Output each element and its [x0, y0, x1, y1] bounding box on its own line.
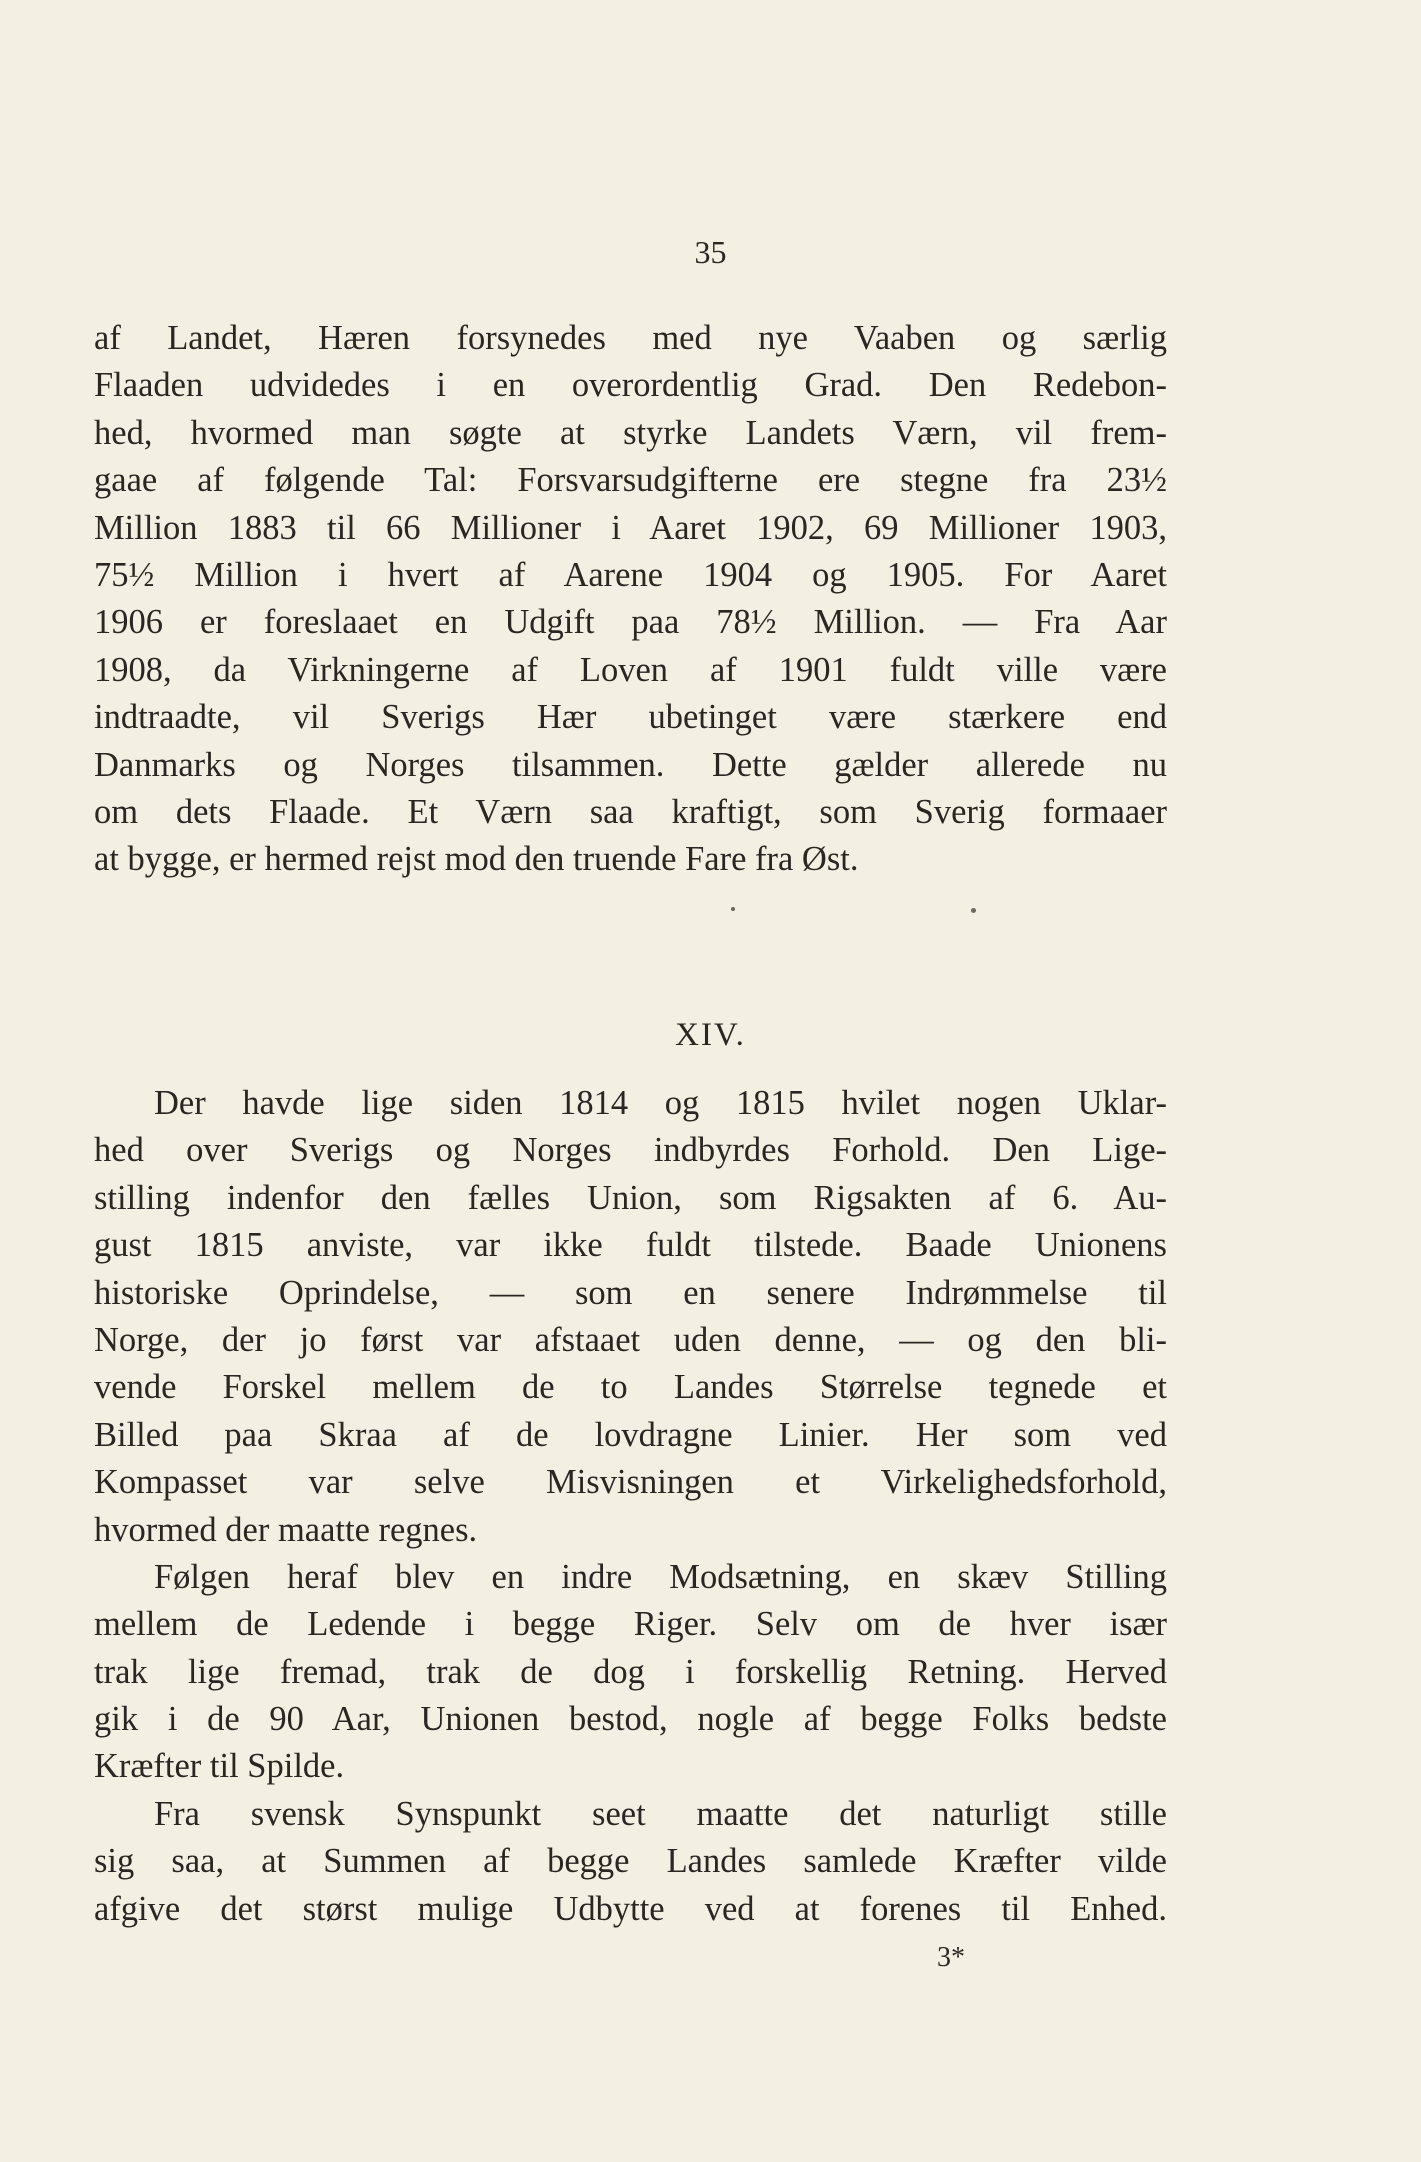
paragraph-forsvar — [94, 315, 1167, 884]
text-line: trak lige fremad, trak de dog i forskellig Retning. Herved — [94, 1652, 1167, 1691]
text-line: Flaaden udvidedes i en overordentlig Grad. Den Redebon- — [94, 366, 1167, 405]
separator-dot — [731, 907, 735, 911]
text-line: historiske Oprindelse, — som en senere Indrømmelse til — [94, 1273, 1167, 1312]
text-line: gaae af følgende Tal: Forsvarsudgifterne ere stegne fra 23½ — [94, 461, 1167, 500]
text-line: indtraadte, vil Sverigs Hær ubetinget være stærkere end — [94, 698, 1167, 737]
text-line: mellem de Ledende i begge Riger. Selv om de hver især — [94, 1605, 1167, 1644]
text-line: hed over Sverigs og Norges indbyrdes Forhold. Den Lige- — [94, 1131, 1167, 1170]
text-line: Følgen heraf blev en indre Modsætning, en skæv Stilling — [154, 1557, 1167, 1596]
signature-mark: 3* — [937, 1942, 965, 1973]
text-line: sig saa, at Summen af begge Landes samlede Kræfter vilde — [94, 1842, 1167, 1881]
text-line: Fra svensk Synspunkt seet maatte det naturligt stille — [154, 1794, 1167, 1833]
text-line: 1908, da Virkningerne af Loven af 1901 fuldt ville være — [94, 650, 1167, 689]
text-line: Kompasset var selve Misvisningen et Virkelighedsforhold, — [94, 1463, 1167, 1502]
text-line: Danmarks og Norges tilsammen. Dette gælder allerede nu — [94, 745, 1167, 784]
text-line: 1906 er foreslaaet en Udgift paa 78½ Million. — Fra Aar — [94, 603, 1167, 642]
text-line: om dets Flaade. Et Værn saa kraftigt, som Sverig formaaer — [94, 792, 1167, 831]
chapter-heading: XIV. — [675, 1017, 746, 1053]
text-line: stilling indenfor den fælles Union, som Rigsakten af 6. Au- — [94, 1178, 1167, 1217]
separator-dot — [971, 908, 976, 913]
text-line: gik i de 90 Aar, Unionen bestod, nogle af begge Folks bedste — [94, 1700, 1167, 1739]
text-line: at bygge, er hermed rejst mod den truende Fare fra Øst. — [94, 840, 859, 879]
text-line: Million 1883 til 66 Millioner i Aaret 1902, 69 Millioner 1903, — [94, 508, 1167, 547]
text-line: vende Forskel mellem de to Landes Størrelse tegnede et — [94, 1368, 1167, 1407]
text-line: Billed paa Skraa af de lovdragne Linier. Her som ved — [94, 1415, 1167, 1454]
separator-dots — [0, 903, 1421, 915]
text-line: hed, hvormed man søgte at styrke Landets Værn, vil frem- — [94, 413, 1167, 452]
text-line: Kræfter til Spilde. — [94, 1747, 345, 1786]
text-line: af Landet, Hæren forsynedes med nye Vaaben og særlig — [94, 319, 1167, 357]
text-line: afgive det størst mulige Udbytte ved at forenes til Enhed. — [94, 1889, 1167, 1928]
text-line: 75½ Million i hvert af Aarene 1904 og 1905. For Aaret — [94, 555, 1167, 594]
text-line: Norge, der jo først var afstaaet uden denne, — og den bli- — [94, 1320, 1167, 1359]
text-line: hvormed der maatte regnes. — [94, 1510, 478, 1549]
text-line: Der havde lige siden 1814 og 1815 hvilet nogen Uklar- — [154, 1084, 1167, 1122]
page-number: 35 — [694, 234, 727, 270]
text-line: gust 1815 anviste, var ikke fuldt tilstede. Baade Unionens — [94, 1226, 1167, 1265]
chapter-body — [94, 1080, 1167, 1933]
